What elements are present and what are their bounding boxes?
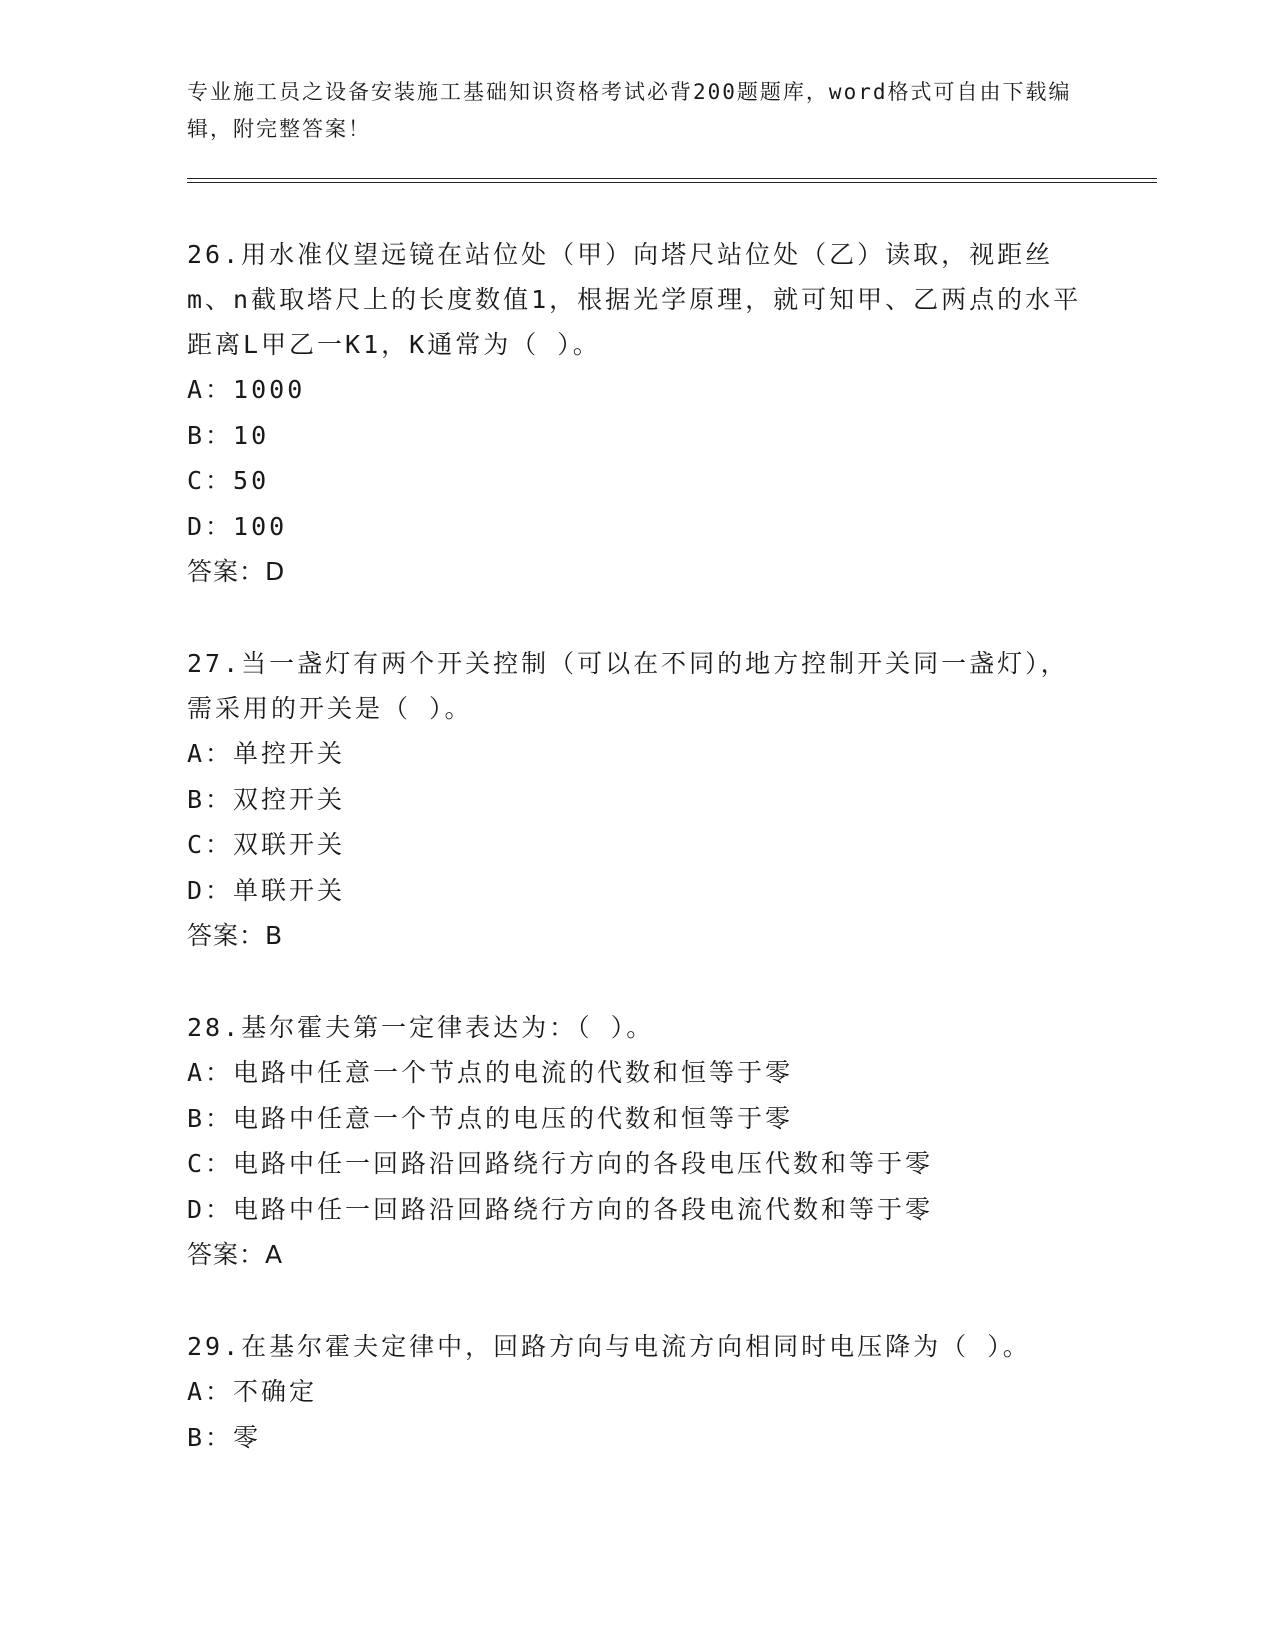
option-d: D：100 xyxy=(187,511,288,541)
option-d: D：电路中任一回路沿回路绕行方向的各段电流代数和等于零 xyxy=(187,1194,934,1224)
option-b: B：零 xyxy=(187,1422,262,1452)
option-c: C：50 xyxy=(187,466,270,495)
answer: 答案：D xyxy=(187,557,286,586)
option-d: D：单联开关 xyxy=(187,875,346,905)
answer: 答案：B xyxy=(187,921,284,950)
option-a: A：单控开关 xyxy=(187,739,346,768)
header-divider xyxy=(187,178,1157,183)
answer: 答案：A xyxy=(187,1240,284,1269)
question-list xyxy=(187,232,1087,1506)
document-header: 专业施工员之设备安装施工基础知识资格考试必背200题题库，word格式可自由下载编辑，附完整答案！ xyxy=(187,80,1072,141)
question-28 xyxy=(187,1005,1087,1278)
option-c: C：电路中任一回路沿回路绕行方向的各段电压代数和等于零 xyxy=(187,1149,934,1178)
option-b: B：电路中任意一个节点的电压的代数和恒等于零 xyxy=(187,1103,794,1133)
question-29 xyxy=(187,1324,1087,1460)
option-a: A：1000 xyxy=(187,375,306,404)
question-27 xyxy=(187,641,1087,959)
question-stem: 29.在基尔霍夫定律中，回路方向与电流方向相同时电压降为（ ）。 xyxy=(187,1332,1031,1361)
option-a: A：不确定 xyxy=(187,1377,318,1406)
question-stem: 28.基尔霍夫第一定律表达为：（ ）。 xyxy=(187,1013,655,1042)
question-stem: 26.用水准仪望远镜在站位处（甲）向塔尺站位处（乙）读取，视距丝m、n截取塔尺上的长度数值1，根据光学原理，就可知甲、乙两点的水平距离L甲乙一K1，K通常为（ ）。 xyxy=(187,240,1082,359)
option-c: C：双联开关 xyxy=(187,830,346,859)
question-26 xyxy=(187,232,1087,595)
option-b: B：10 xyxy=(187,420,270,450)
question-stem: 27.当一盏灯有两个开关控制（可以在不同的地方控制开关同一盏灯），需采用的开关是（ ）。 xyxy=(187,649,1069,723)
option-b: B：双控开关 xyxy=(187,784,346,814)
option-a: A：电路中任意一个节点的电流的代数和恒等于零 xyxy=(187,1058,794,1087)
